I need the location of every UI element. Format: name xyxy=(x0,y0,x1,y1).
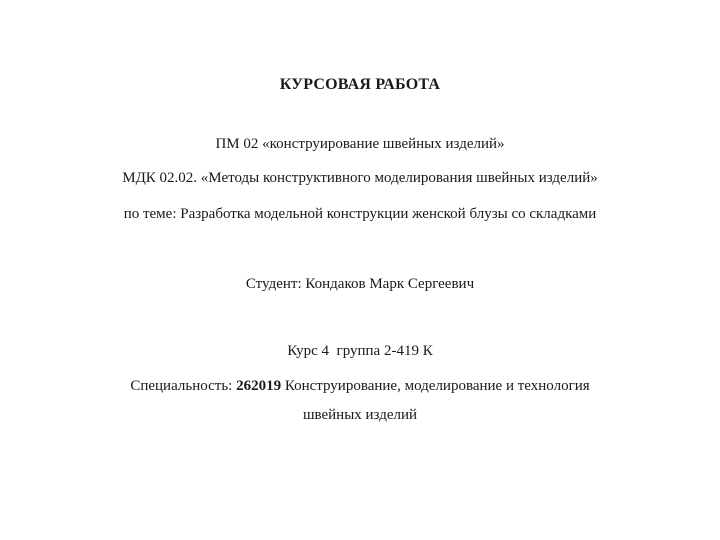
document-title: КУРСОВАЯ РАБОТА xyxy=(279,76,441,93)
specialty-name: Конструирование, моделирование и технология xyxy=(284,378,590,394)
specialty-line xyxy=(0,377,720,395)
course-unit-line: МДК 02.02. «Методы конструктивного моделирования швейных изделий» xyxy=(122,170,598,186)
module-line: ПМ 02 «конструирование швейных изделий» xyxy=(215,136,505,152)
student-line: Студент: Кондаков Марк Сергеевич xyxy=(245,276,475,292)
specialty-label: Специальность: xyxy=(130,378,233,394)
course-group-line xyxy=(0,342,720,360)
specialty-code: 262019 xyxy=(236,378,282,394)
specialty-name-continued: швейных изделий xyxy=(302,407,418,423)
course-group-text: Курс 4 группа 2-419 К xyxy=(287,343,433,359)
topic-line: по теме: Разработка модельной конструкции женской блузы со складками xyxy=(123,206,597,222)
